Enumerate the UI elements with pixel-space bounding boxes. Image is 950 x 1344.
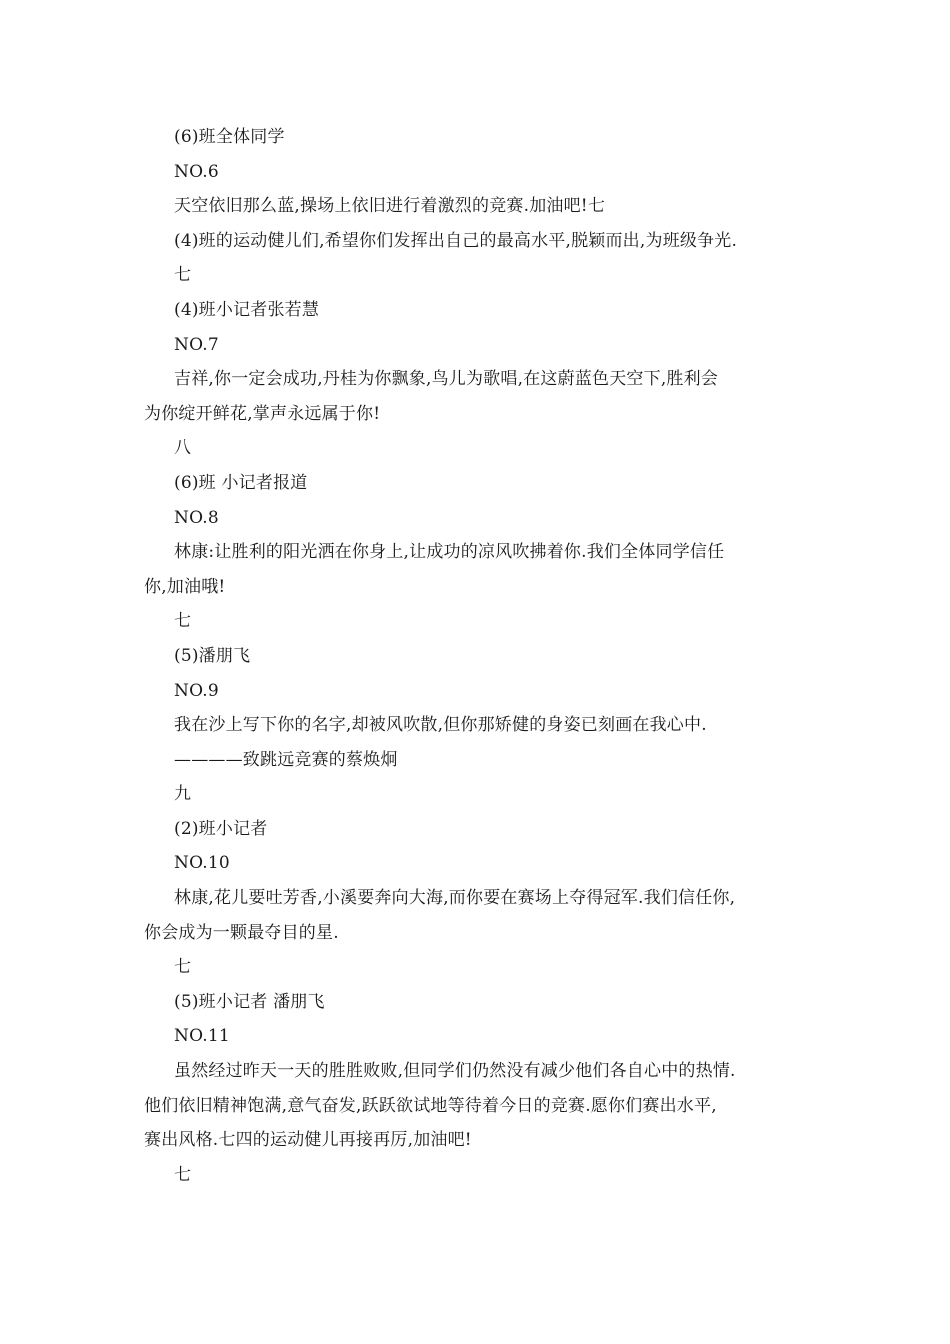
text-line: (6)班全体同学 <box>174 127 285 147</box>
text-line: 七 <box>174 957 192 978</box>
text-line: 林康:让胜利的阳光洒在你身上,让成功的凉风吹拂着你.我们全体同学信任 <box>174 542 725 563</box>
text-line: 我在沙上写下你的名字,却被风吹散,但你那矫健的身姿已刻画在我心中. <box>174 715 707 736</box>
text-line: 七 <box>174 611 192 632</box>
text-line: (4)班小记者张若慧 <box>174 299 320 320</box>
text-line: 为你绽开鲜花,掌声永远属于你! <box>144 403 381 424</box>
text-line: 他们依旧精神饱满,意气奋发,跃跃欲试地等待着今日的竞赛.愿你们赛出水平, <box>144 1095 717 1116</box>
text-line: 天空依旧那么蓝,操场上依旧进行着激烈的竞赛.加油吧!七 <box>174 196 606 217</box>
text-line: (6)班 小记者报道 <box>174 472 308 493</box>
text-line: 赛出风格.七四的运动健儿再接再厉,加油吧! <box>144 1130 472 1151</box>
text-line: (4)班的运动健儿们,希望你们发挥出自己的最高水平,脱颖而出,为班级争光. <box>174 230 738 251</box>
text-line: 虽然经过昨天一天的胜胜败败,但同学们仍然没有减少他们各自心中的热情. <box>174 1061 736 1082</box>
text-line: (5)班小记者 潘朋飞 <box>174 991 325 1012</box>
text-line: NO.11 <box>174 1026 230 1047</box>
text-line: 八 <box>174 438 192 459</box>
document-body <box>144 120 824 1192</box>
text-line: 你,加油哦! <box>144 576 226 597</box>
text-line: (2)班小记者 <box>174 818 268 839</box>
text-line: NO.10 <box>174 853 230 874</box>
text-line: NO.8 <box>174 507 219 528</box>
text-line: 九 <box>174 784 192 805</box>
text-line: NO.7 <box>174 334 219 355</box>
text-line: ————致跳远竞赛的蔡焕炯 <box>174 749 398 770</box>
text-line: 七 <box>174 265 192 286</box>
text-line: 林康,花儿要吐芳香,小溪要奔向大海,而你要在赛场上夺得冠军.我们信任你, <box>174 888 736 909</box>
text-line: (5)潘朋飞 <box>174 645 251 666</box>
text-line: 吉祥,你一定会成功,丹桂为你飘象,鸟儿为歌唱,在这蔚蓝色天空下,胜利会 <box>174 369 719 390</box>
text-line: 七 <box>174 1164 192 1185</box>
text-line: 你会成为一颗最夺目的星. <box>144 922 339 943</box>
text-line: NO.6 <box>174 161 219 182</box>
text-line: NO.9 <box>174 680 219 701</box>
